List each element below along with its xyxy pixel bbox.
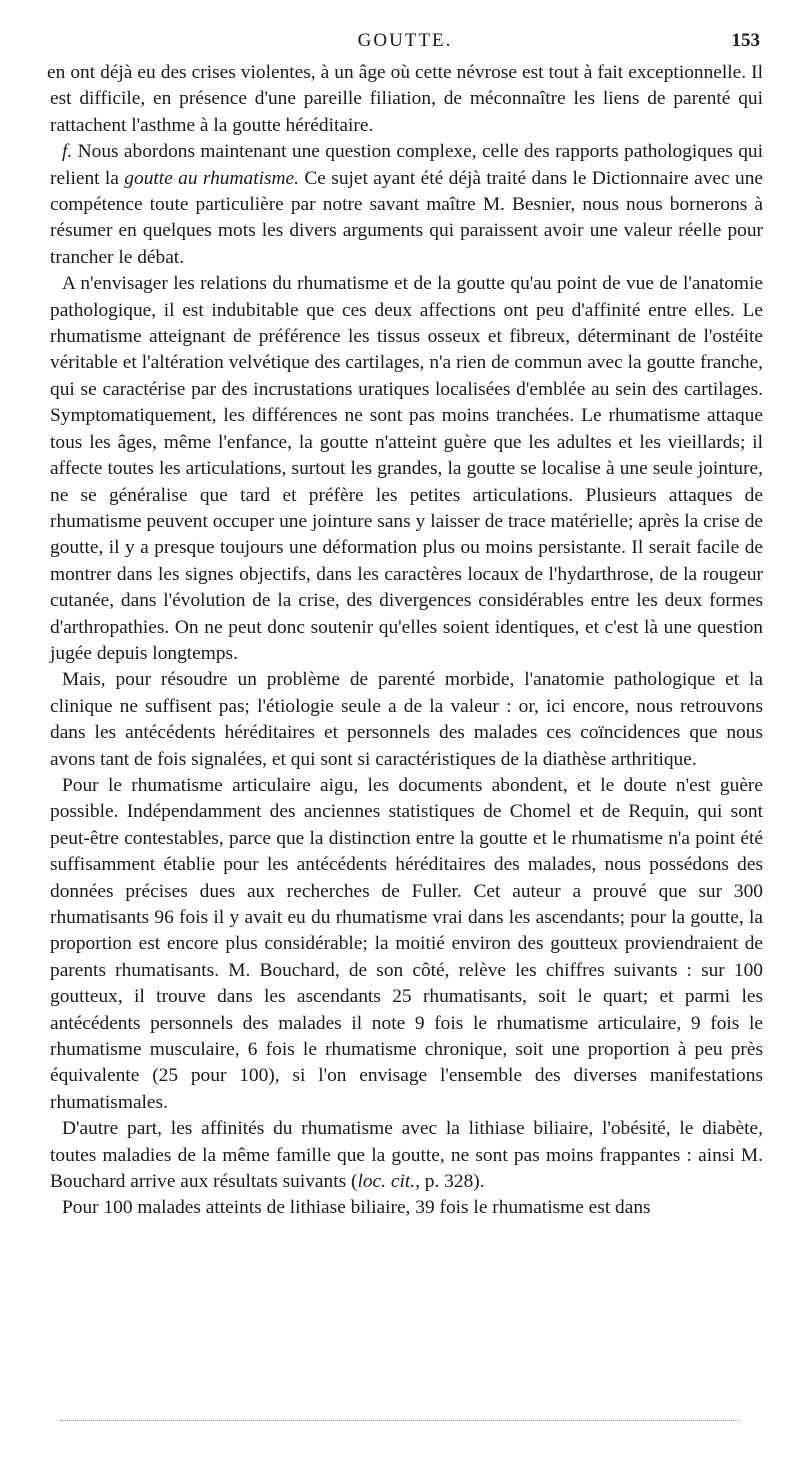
body-text bbox=[47, 60, 764, 1222]
text-run: D'autre part, les affinités du rhumatisme avec la lithiase biliaire, l'obésité, le diabète, toutes maladies de la même famille que la goutte, ne sont pas moins frappantes : ainsi M. Bouchard arrive aux résultats suivants ( bbox=[50, 1118, 763, 1193]
paragraph bbox=[50, 1116, 763, 1195]
paragraph bbox=[50, 667, 763, 773]
text-run: A n'envisager les relations du rhumatisme et de la goutte qu'au point de vue de l'anatomie pathologique, il est indubitable que ces deux affections ont peu d'affinité entre elles. Le rhumatisme atteignant de préférence les tissus osseux et fibreux, déterminant de l'ostéite véritable et l'altération velvétique des cartilages, n'a rien de commun avec la goutte franche, qui se caractérise par des incrustations uratiques localisées d'emblée au sein des cartilages. Symptomatiquement, les différences ne sont pas moins tranchées. Le rhumatisme attaque tous les âges, même l'enfance, la goutte n'atteint guère que les adultes et les vieillards; il affecte toutes les articulations, surtout les grandes, la goutte se localise à une seule jointure, ne se généralise que tard et préfère les petites articulations. Plusieurs attaques de rhumatisme peuvent occuper une jointure sans y laisser de trace matérielle; après la crise de goutte, il y a presque toujours une déformation plus ou moins persistante. Il serait facile de montrer dans les signes objectifs, dans les caractères locaux de l'hydarthrose, de la rougeur cutanée, dans l'évolution de la crise, des divergences considérables entre les deux formes d'arthropathies. On ne peut donc soutenir qu'elles soient identiques, et c'est là une question jugée depuis longtemps. bbox=[50, 273, 763, 664]
italic-text: goutte au rhumatisme. bbox=[124, 167, 299, 189]
italic-text: f. bbox=[62, 141, 73, 163]
text-run: Ce sujet ayant été déjà traité dans le Dictionnaire avec une compétence toute particulière par notre savant maître M. Besnier, nous nous bornerons à résumer en quelques mots les divers arguments qui paraissent avoir une valeur réelle pour trancher le débat. bbox=[50, 167, 764, 268]
running-header bbox=[50, 28, 760, 58]
page-number: 153 bbox=[731, 30, 760, 51]
paragraph bbox=[50, 1195, 763, 1221]
text-run: Mais, pour résoudre un problème de parenté morbide, l'anatomie pathologique et la clinique ne suffisent pas; l'étiologie seule a de la valeur : or, ici encore, nous retrouvons dans les antécédents héréditaires et personnels des malades ces coïncidences que nous avons tant de fois signalées, et qui sont si caractéristiques de la diathèse arthritique. bbox=[50, 669, 763, 770]
running-title: GOUTTE. bbox=[357, 30, 453, 51]
text-run: en ont déjà eu des crises violentes, à un âge où cette névrose est tout à fait exceptionnelle. Il est difficile, en présence d'une pareille filiation, de méconnaître les liens de parenté qui rattachent l'asthme à la goutte héréditaire. bbox=[47, 62, 763, 136]
text-run: , p. 328). bbox=[415, 1171, 485, 1193]
text-run: Pour 100 malades atteints de lithiase biliaire, 39 fois le rhumatisme est dans bbox=[62, 1197, 651, 1219]
paragraph bbox=[50, 773, 763, 1116]
italic-text: loc. cit. bbox=[357, 1171, 416, 1193]
paragraph bbox=[47, 60, 763, 139]
footer-dotted-rule bbox=[60, 1420, 740, 1421]
paragraph bbox=[50, 271, 763, 667]
text-run: Pour le rhumatisme articulaire aigu, les documents abondent, et le doute n'est guère possible. Indépendamment des anciennes statistiques de Chomel et de Requin, qui sont peut-être contestables, parce que la distinction entre la goutte et le rhumatisme n'a point été suffisamment établie pour les antécédents héréditaires des malades, nous possédons des données précises dues aux recherches de Fuller. Cet auteur a prouvé que sur 300 rhumatisants 96 fois il y avait eu du rhumatisme vrai dans les ascendants; pour la goutte, la proportion est encore plus considérable; la moitié environ des goutteux proviendraient de parents rhumatisants. M. Bouchard, de son côté, relève les chiffres suivants : sur 100 goutteux, il trouve dans les ascendants 25 rhumatisants, soit le quart; et parmi les antécédents personnels des malades il note 9 fois le rhumatisme articulaire, 9 fois le rhumatisme musculaire, 6 fois le rhumatisme chronique, soit une proportion à peu près équivalente (25 pour 100), si l'on envisage l'ensemble des diverses manifestations rhumatismales. bbox=[50, 774, 763, 1113]
paragraph bbox=[50, 139, 763, 271]
text-run: Nous abordons maintenant une question complexe, celle des rapports pathologiques qui relient la bbox=[50, 141, 763, 189]
